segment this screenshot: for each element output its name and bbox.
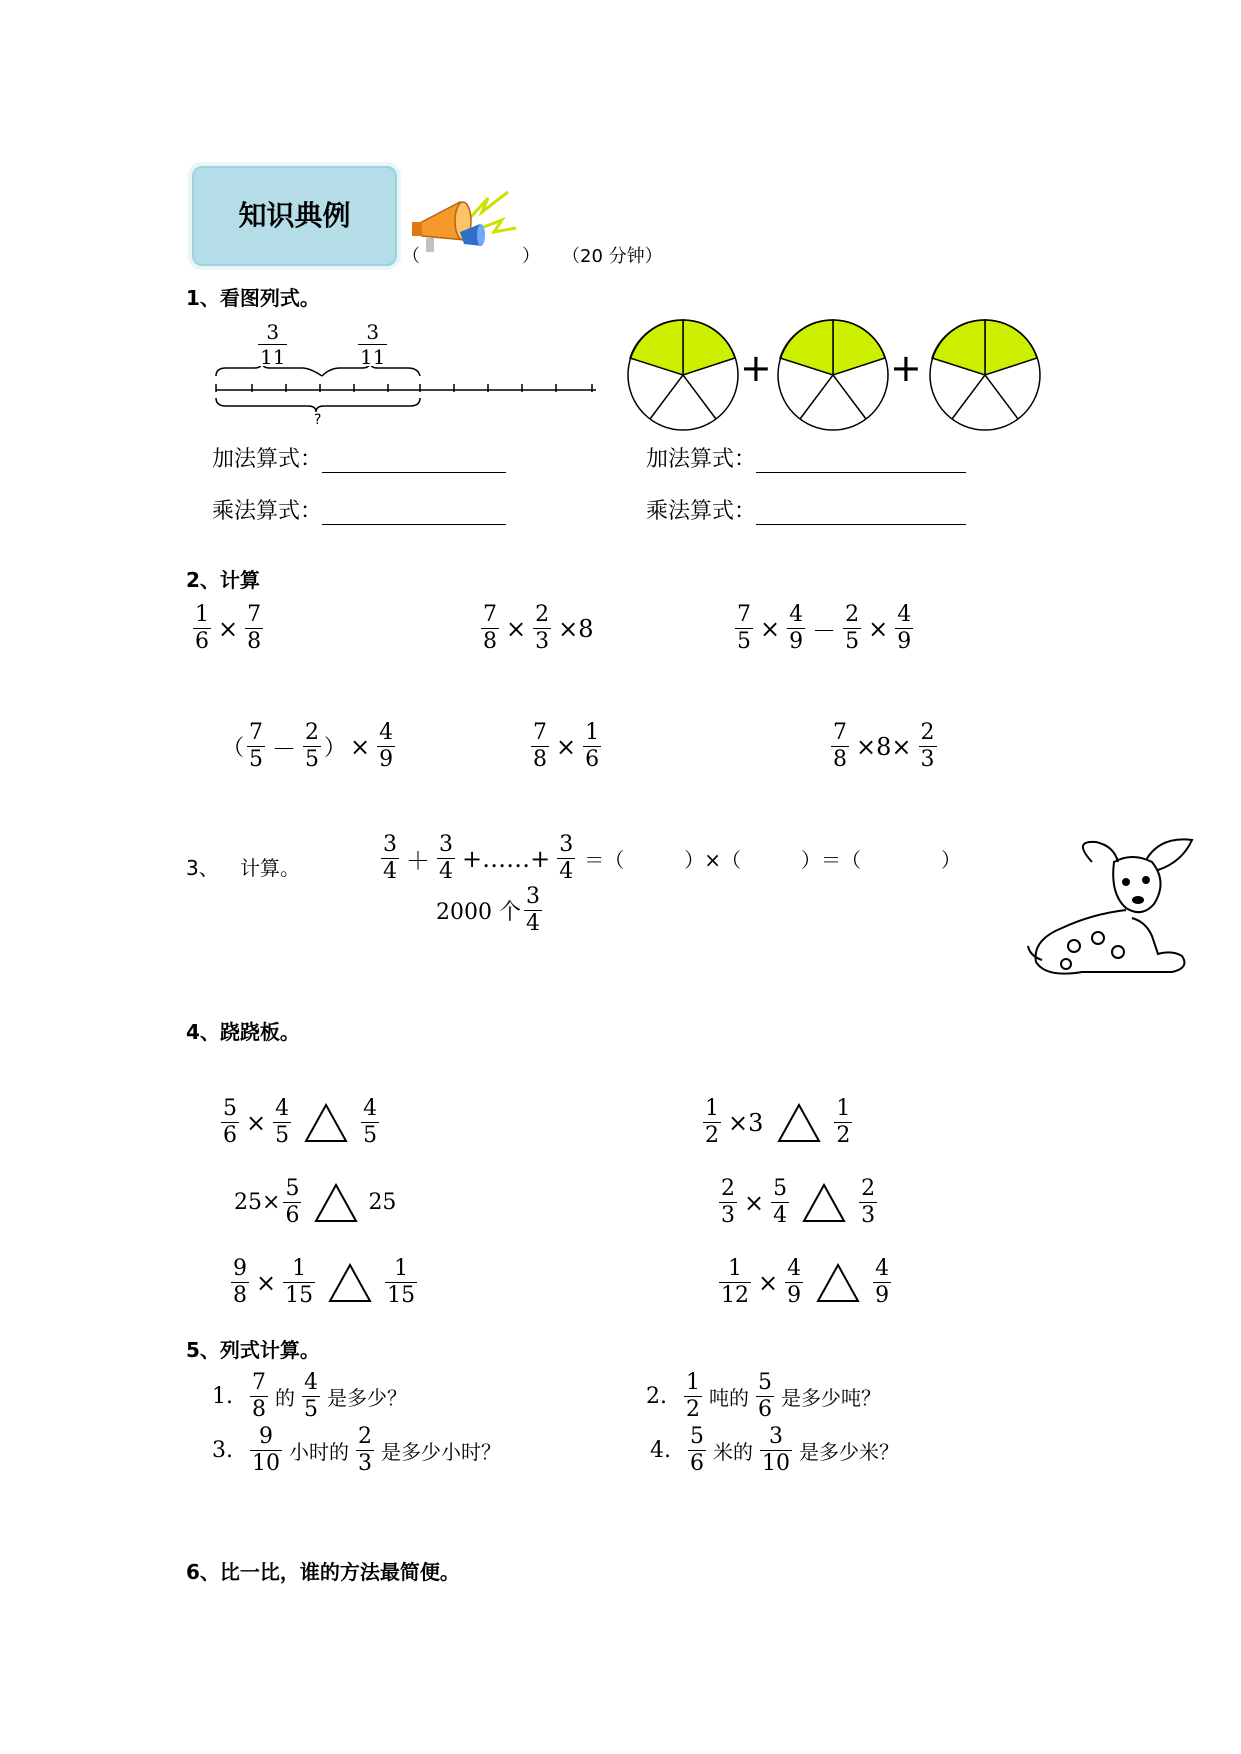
- seesaw-5: $\frac{9}{8}$ × $\frac{1}{15}$ $\frac{1}{15}$: [233, 1256, 416, 1308]
- q2-expr-2: $\frac{7}{8}$ × $\frac{2}{3}$ ×8: [483, 602, 594, 654]
- q3-label: 3、: [186, 856, 219, 880]
- seesaw-3: 25× $\frac{5}{6}$ 25: [234, 1176, 397, 1228]
- seesaw-2: $\frac{1}{2}$ ×3 $\frac{1}{2}$: [705, 1096, 851, 1148]
- q2-expr-5: $\frac{7}{8}$ × $\frac{1}{6}$: [533, 720, 600, 772]
- seesaw-6: $\frac{1}{12}$ × $\frac{4}{9}$ $\frac{4}{9}$: [721, 1256, 890, 1308]
- deer-illustration: [1022, 832, 1202, 982]
- q2-heading: 2、计算: [186, 568, 260, 592]
- q1-fraction-2: $\frac{3}{11}$: [360, 320, 386, 369]
- question-mark: ?: [314, 412, 322, 428]
- blank-open-paren: （: [402, 246, 420, 267]
- add-expression-right: 加法算式：: [646, 442, 966, 473]
- triangle-compare-icon[interactable]: [777, 1103, 821, 1143]
- q4-heading: 4、跷跷板。: [186, 1020, 300, 1044]
- triangle-compare-icon[interactable]: [802, 1183, 846, 1223]
- q2-expr-3: $\frac{7}{5}$ × $\frac{4}{9}$ － $\frac{2}{5}$ × $\frac{4}{9}$: [737, 602, 912, 654]
- q3-title: 计算。: [240, 856, 300, 880]
- mul-expression-right: 乘法算式：: [646, 494, 966, 525]
- fraction-circles: [626, 318, 1046, 436]
- q5-heading: 5、列式计算。: [186, 1338, 320, 1362]
- q5-problem-2: 2. $\frac{1}{2}$ 吨的 $\frac{5}{6}$ 是多少吨？: [646, 1370, 881, 1422]
- q6-heading: 6、比一比，谁的方法最简便。: [186, 1560, 460, 1584]
- add-expression-left: 加法算式：: [212, 442, 506, 473]
- mul-expression-left: 乘法算式：: [212, 494, 506, 525]
- q2-expr-1: $\frac{1}{6}$ × $\frac{7}{8}$: [195, 602, 262, 654]
- plus-sign-1: +: [740, 346, 772, 390]
- seesaw-4: $\frac{2}{3}$ × $\frac{5}{4}$ $\frac{2}{3}$: [721, 1176, 876, 1228]
- time-note: （20 分钟）: [562, 246, 663, 267]
- triangle-compare-icon[interactable]: [304, 1103, 348, 1143]
- megaphone-icon: [410, 190, 520, 260]
- blank-close-paren: ）: [522, 246, 540, 267]
- q2-expr-6: $\frac{7}{8}$ ×8× $\frac{2}{3}$: [833, 720, 935, 772]
- q2-expr-4: （ $\frac{7}{5}$ － $\frac{2}{5}$ ） × $\frac{4}{9}$: [222, 720, 394, 772]
- q5-problem-3: 3. $\frac{9}{10}$ 小时的 $\frac{2}{3}$ 是多少小时？: [212, 1424, 501, 1476]
- q1-heading: 1、看图列式。: [186, 286, 320, 310]
- triangle-compare-icon[interactable]: [314, 1183, 358, 1223]
- q1-fraction-1: $\frac{3}{11}$: [260, 320, 286, 369]
- section-badge: [188, 162, 401, 270]
- triangle-compare-icon[interactable]: [816, 1263, 860, 1303]
- q3-count-label: 2000 个 $\frac{3}{4}$: [436, 884, 540, 936]
- plus-sign-2: +: [890, 346, 922, 390]
- q5-problem-1: 1. $\frac{7}{8}$ 的 $\frac{4}{5}$ 是多少？: [212, 1370, 407, 1422]
- number-line-diagram: [212, 366, 604, 418]
- q3-expression: $\frac{3}{4}$ ＋ $\frac{3}{4}$ +……+ $\frac{3}{4}$ ＝（ ）×（ ）＝（ ）: [383, 832, 961, 884]
- seesaw-1: $\frac{5}{6}$ × $\frac{4}{5}$ $\frac{4}{5}$: [223, 1096, 378, 1148]
- triangle-compare-icon[interactable]: [328, 1263, 372, 1303]
- section-title: 知识典例: [238, 199, 351, 232]
- q5-problem-4: 4. $\frac{5}{6}$ 米的 $\frac{3}{10}$ 是多少米？: [650, 1424, 899, 1476]
